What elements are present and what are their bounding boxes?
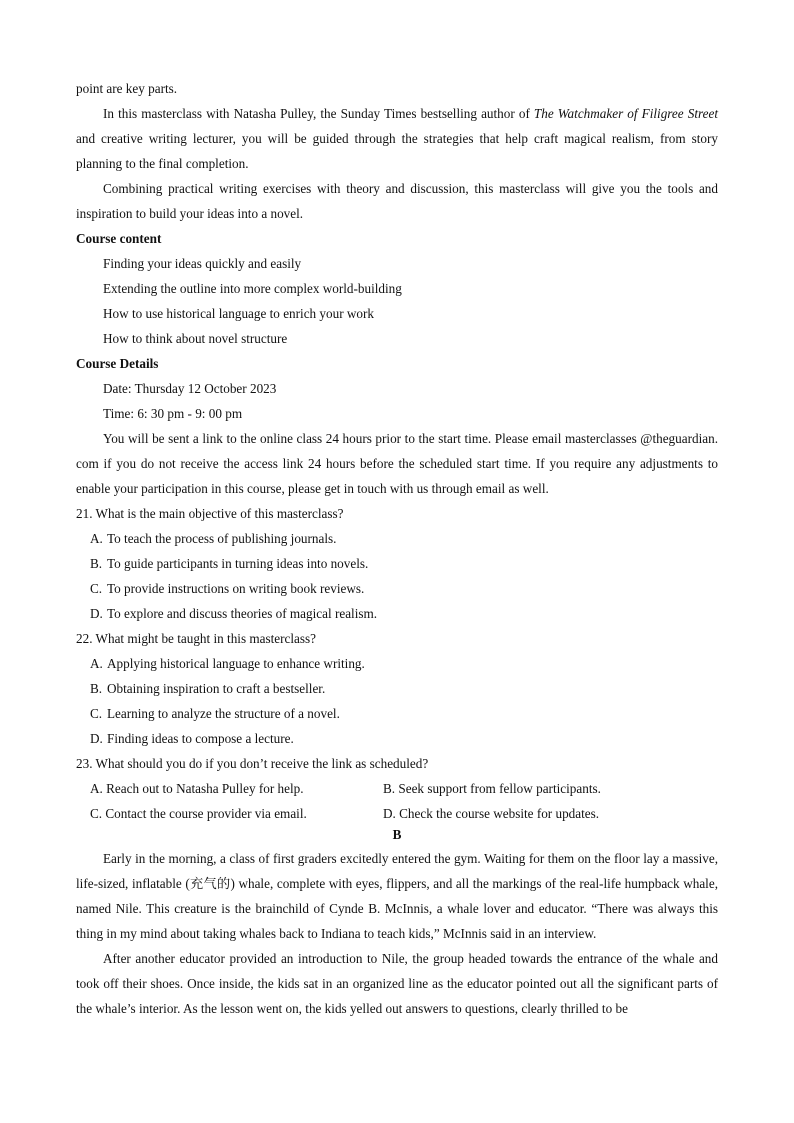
course-details-heading: Course Details — [76, 356, 159, 371]
course-content-item: How to use historical language to enrich your work — [103, 306, 375, 321]
option-letter: A. — [90, 781, 103, 796]
book-title: The Watchmaker of Filigree Street — [533, 106, 718, 121]
course-link-note: You will be sent a link to the online class 24 hours prior to the start time. Please email masterclasses @theguardian. com if you do not receive the access link 24 hours before the scheduled start time. If you require any adjustments to enable your participation in this course, please get in touch with us through email as well. — [76, 431, 718, 496]
answer-option[interactable] — [76, 676, 718, 701]
answer-option[interactable] — [90, 776, 383, 801]
paragraph-masterclass-tools: Combining practical writing exercises with theory and discussion, this masterclass will give you the tools and inspiration to build your ideas into a novel. — [76, 181, 718, 221]
document-content — [76, 76, 718, 1021]
option-letter: D. — [90, 731, 103, 746]
option-letter: C. — [90, 581, 103, 596]
course-content-heading: Course content — [76, 231, 162, 246]
option-text: Reach out to Natasha Pulley for help. — [106, 781, 304, 796]
course-content-item: Finding your ideas quickly and easily — [103, 256, 302, 271]
answer-option[interactable] — [76, 701, 718, 726]
option-letter: A. — [90, 656, 103, 671]
answer-option[interactable] — [76, 576, 718, 601]
option-letter: C. — [90, 706, 103, 721]
section-b-paragraph: After another educator provided an introduction to Nile, the group headed towards the entrance of the whale and took off their shoes. Once inside, the kids sat in an organized line as the educator pointed out all the significant parts of the whale’s interior. As the lesson went on, the kids yelled out answers to questions, clearly thrilled to be — [76, 951, 718, 1016]
option-letter: A. — [90, 531, 103, 546]
option-text: Finding ideas to compose a lecture. — [107, 731, 294, 746]
option-text: To explore and discuss theories of magical realism. — [107, 606, 378, 621]
answer-option[interactable] — [90, 801, 383, 826]
option-letter: C. — [90, 806, 103, 821]
question-stem: 23. What should you do if you don’t receive the link as scheduled? — [76, 756, 429, 771]
answer-option[interactable] — [76, 551, 718, 576]
paragraph-masterclass-intro — [76, 101, 718, 176]
para1-after: and creative writing lecturer, you will be guided through the strategies that help craft magical realism, from story planning to the final completion. — [76, 131, 718, 171]
para1-before: In this masterclass with Natasha Pulley, the Sunday Times bestselling author of — [103, 106, 534, 121]
course-date: Date: Thursday 12 October 2023 — [103, 381, 277, 396]
section-b-paragraph: Early in the morning, a class of first graders excitedly entered the gym. Waiting for them on the floor lay a massive, life-sized, inflatable (充气的) whale, complete with eyes, flippers, and all the markings of the real-life humpback whale, named Nile. This creature is the brainchild of Cynde B. McInnis, a whale lover and educator. “There was always this thing in my mind about taking whales back to Indiana to teach kids,” McInnis said in an interview. — [76, 851, 718, 941]
course-time: Time: 6: 30 pm - 9: 00 pm — [103, 406, 243, 421]
option-text: Seek support from fellow participants. — [398, 781, 601, 796]
option-letter: B. — [383, 781, 396, 796]
option-letter: B. — [90, 681, 103, 696]
intro-tail: point are key parts. — [76, 81, 178, 96]
answer-option[interactable] — [76, 601, 718, 626]
option-text: Learning to analyze the structure of a novel. — [107, 706, 340, 721]
question-stem: 21. What is the main objective of this masterclass? — [76, 506, 344, 521]
option-letter: D. — [90, 606, 103, 621]
option-text: To teach the process of publishing journals. — [107, 531, 337, 546]
answer-option[interactable] — [383, 776, 718, 801]
option-text: Obtaining inspiration to craft a bestseller. — [107, 681, 326, 696]
answer-option[interactable] — [76, 526, 718, 551]
option-text: To guide participants in turning ideas into novels. — [107, 556, 369, 571]
section-b-heading: B — [392, 827, 402, 842]
question-stem: 22. What might be taught in this masterclass? — [76, 631, 317, 646]
question-block — [76, 626, 718, 751]
answer-option[interactable] — [383, 801, 718, 826]
answer-option[interactable] — [76, 651, 718, 676]
option-letter: D. — [383, 806, 396, 821]
answer-options-grid — [76, 776, 718, 826]
option-text: To provide instructions on writing book reviews. — [107, 581, 365, 596]
answer-option[interactable] — [76, 726, 718, 751]
option-text: Applying historical language to enhance writing. — [107, 656, 365, 671]
option-letter: B. — [90, 556, 103, 571]
course-content-item: How to think about novel structure — [103, 331, 288, 346]
question-block — [76, 751, 718, 826]
option-text: Contact the course provider via email. — [105, 806, 307, 821]
option-text: Check the course website for updates. — [399, 806, 600, 821]
course-content-item: Extending the outline into more complex world-building — [103, 281, 402, 296]
question-block — [76, 501, 718, 626]
